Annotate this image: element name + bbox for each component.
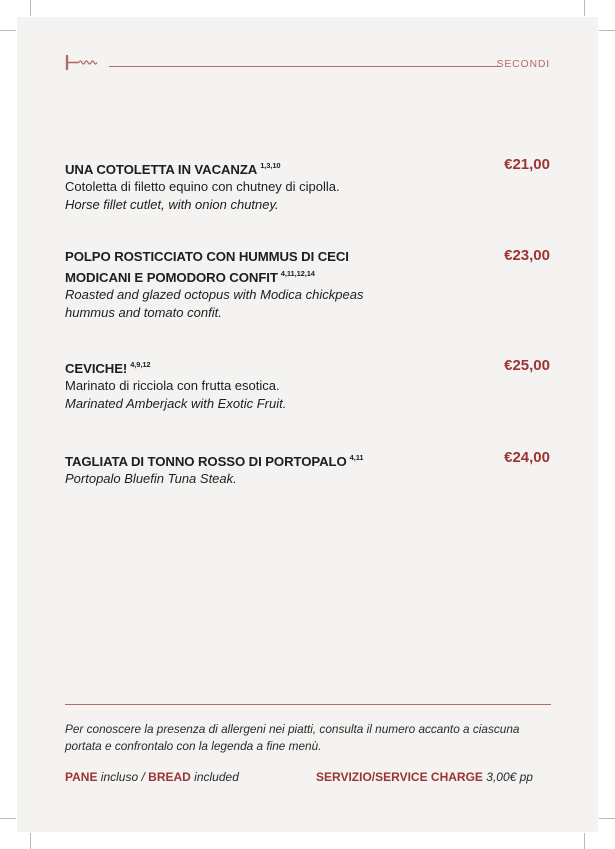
dish-description-english: Roasted and glazed octopus with Modica chickpeas hummus and tomato confit.: [65, 287, 364, 320]
dish-item: [65, 449, 465, 488]
crop-mark: [0, 818, 16, 819]
dish-description-italian: Marinato di ricciola con frutta esotica.: [65, 378, 280, 393]
dish-price: €23,00: [504, 247, 550, 264]
dish-description-italian: Cotoletta di filetto equino con chutney di cipolla.: [65, 179, 340, 194]
dish-description-english: Marinated Amberjack with Exotic Fruit.: [65, 396, 287, 411]
service-charge-info: SERVIZIO/SERVICE CHARGE 3,00€ pp: [316, 770, 533, 784]
allergen-codes: 4,11: [349, 453, 364, 462]
dish-item: [65, 157, 425, 214]
footer-divider: [65, 704, 551, 705]
corkscrew-icon: [65, 53, 103, 71]
bread-info: PANE incluso / BREAD included: [65, 770, 239, 784]
crop-mark: [30, 833, 31, 849]
dish-item: [65, 248, 465, 322]
menu-page: [17, 17, 598, 832]
dish-item: [65, 356, 425, 413]
dish-description-english: Horse fillet cutlet, with onion chutney.: [65, 197, 279, 212]
crop-mark: [599, 30, 615, 31]
crop-mark: [0, 30, 16, 31]
crop-mark: [599, 818, 615, 819]
allergen-codes: 4,9,12: [130, 360, 151, 369]
header-divider: [109, 66, 501, 67]
crop-mark: [584, 833, 585, 849]
allergen-codes: 4,11,12,14: [280, 269, 315, 278]
dish-description-english: Portopalo Bluefin Tuna Steak.: [65, 471, 237, 486]
dish-price: €24,00: [504, 449, 550, 466]
dish-name: CEVICHE! $^{4,9,12}$: [65, 360, 151, 376]
dish-name: UNA COTOLETTA IN VACANZA $^{1,3,10}$: [65, 161, 281, 177]
allergen-codes: 1,3,10: [260, 161, 281, 170]
allergen-note: Per conoscere la presenza di allergeni nei piatti, consulta il numero accanto a ciascuna portata e confrontalo con la legenda a fine menù.: [65, 722, 520, 753]
crop-mark: [584, 0, 585, 16]
dish-name: TAGLIATA DI TONNO ROSSO DI PORTOPALO $^{4,11}$: [65, 453, 364, 469]
section-title: SECONDI: [496, 58, 550, 70]
dish-name: POLPO ROSTICCIATO CON HUMMUS DI CECI MODICANI E POMODORO CONFIT $^{4,11,12,14}$: [65, 249, 349, 285]
dish-price: €25,00: [504, 357, 550, 374]
dish-price: €21,00: [504, 156, 550, 173]
crop-mark: [30, 0, 31, 16]
